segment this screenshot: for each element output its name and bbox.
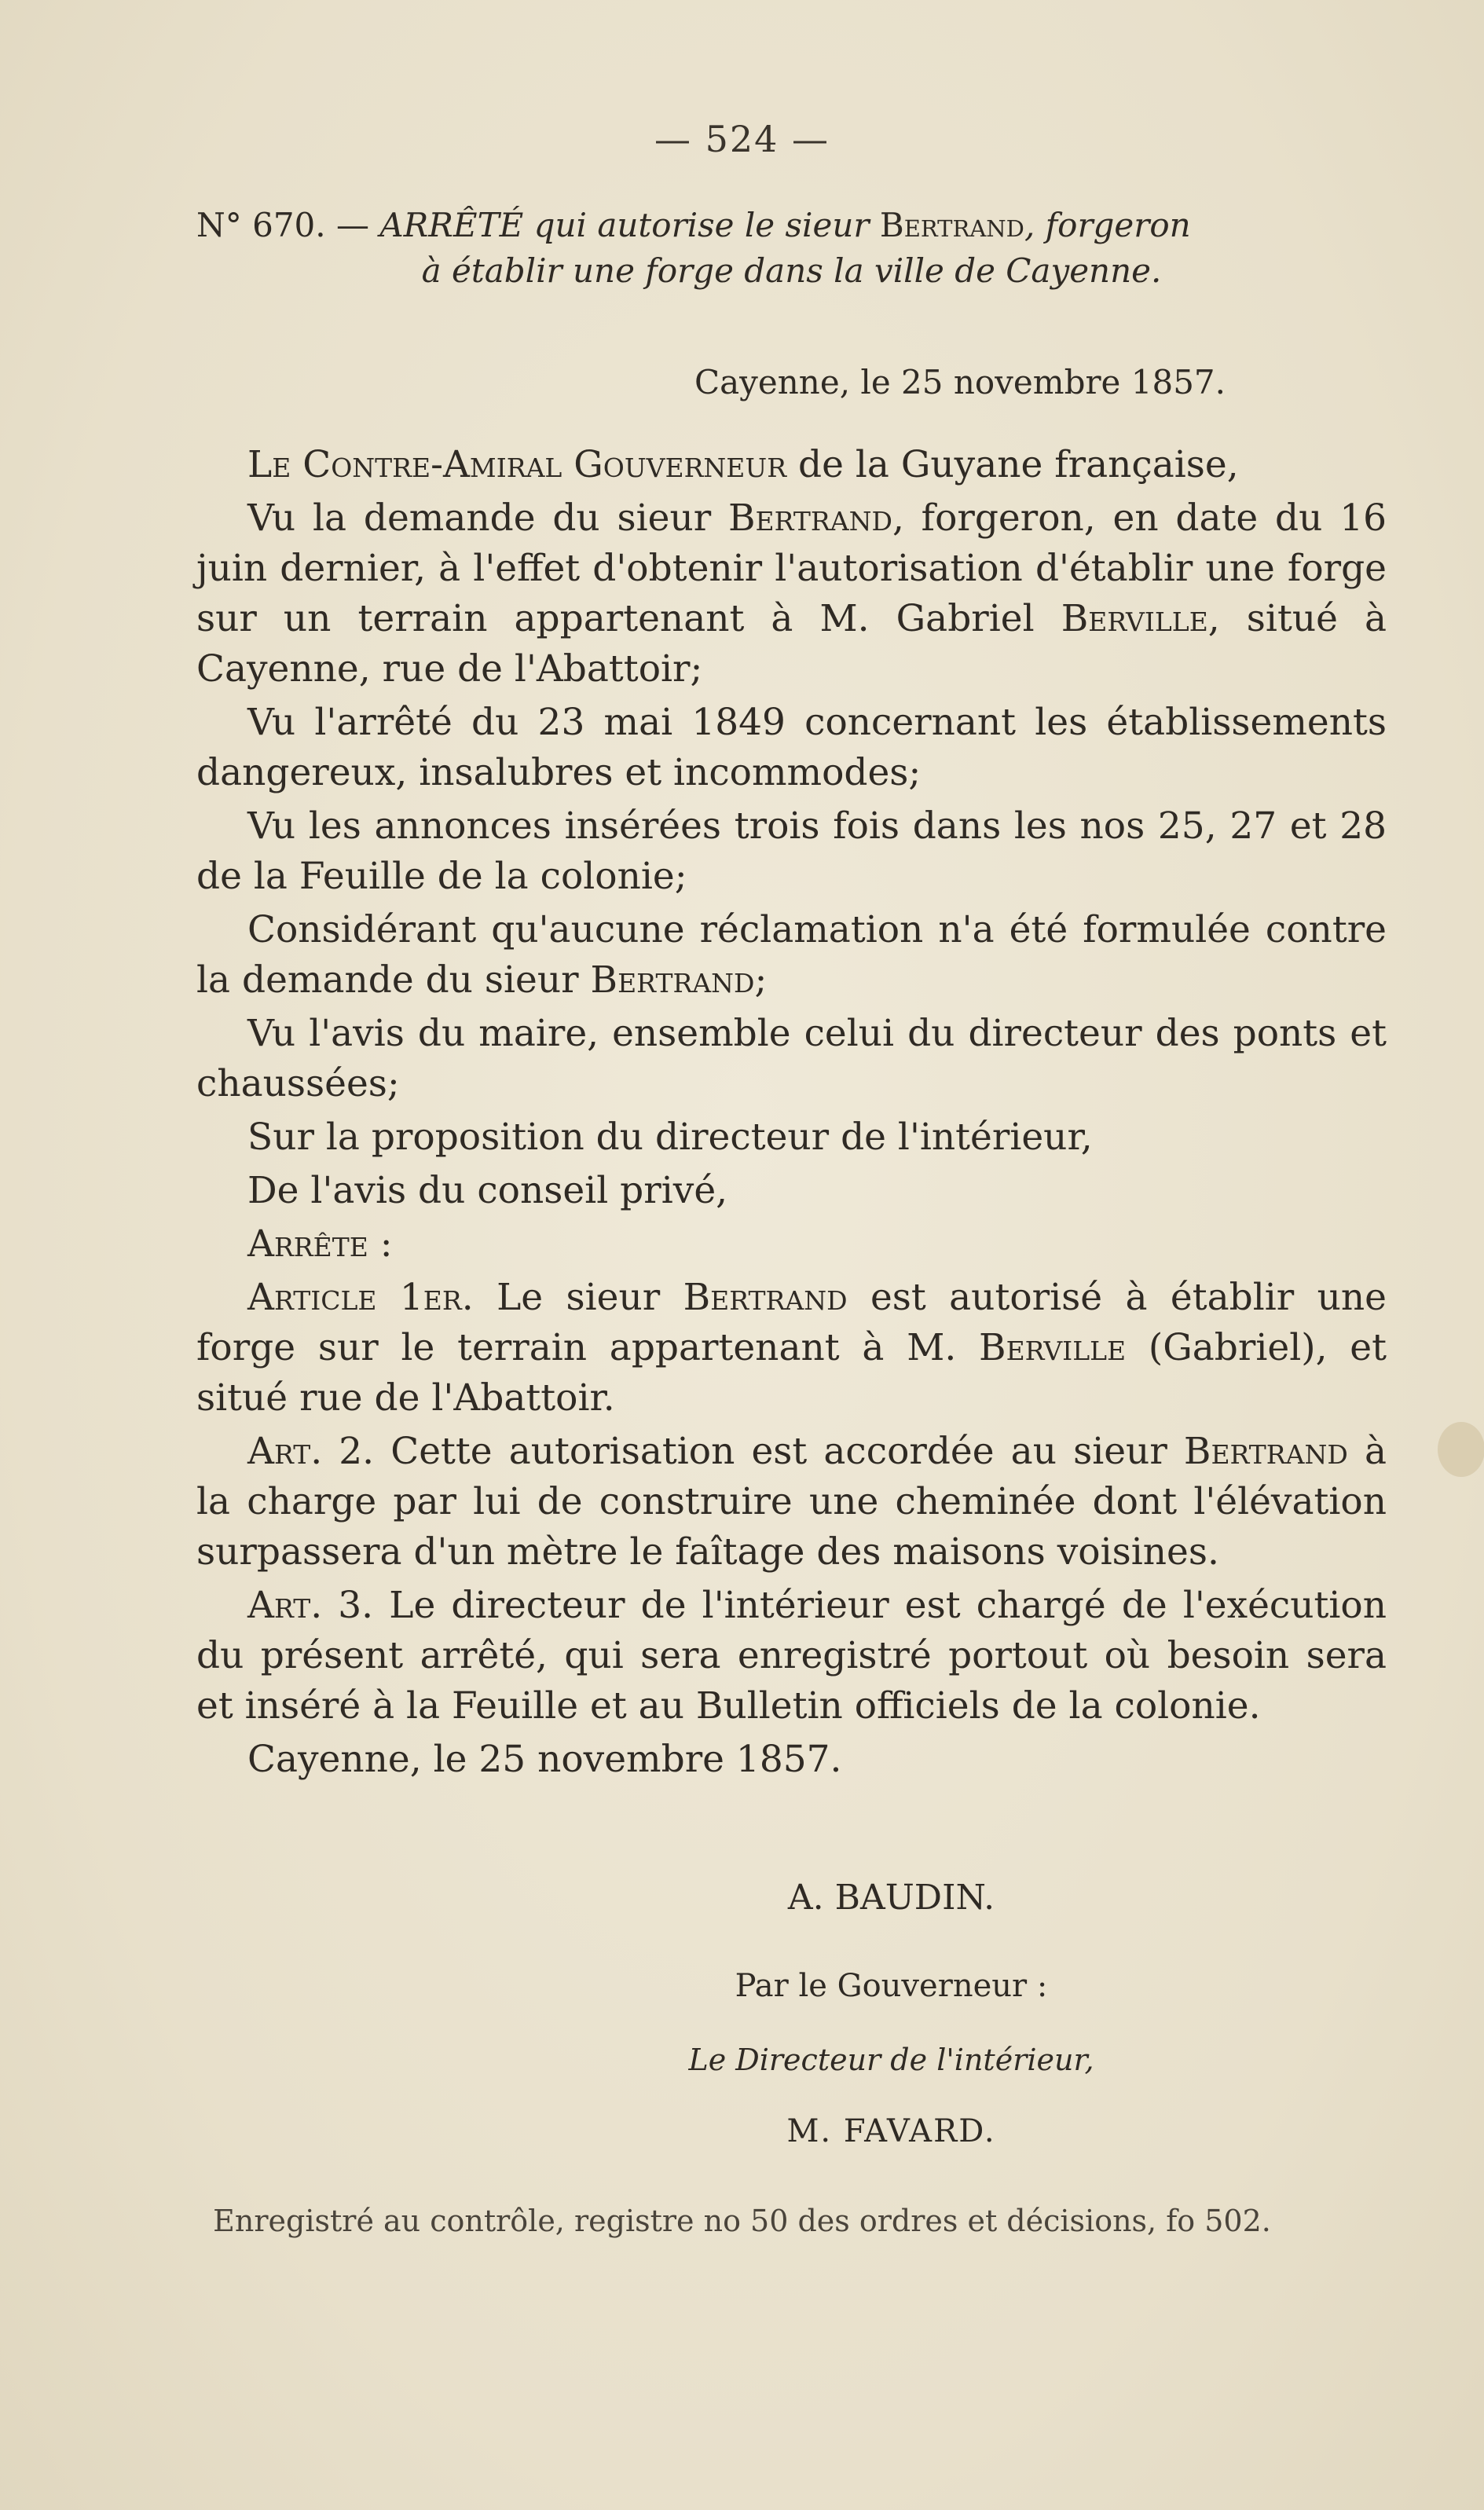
page-folio: — 524 — — [654, 118, 830, 160]
directeur-title: Le Directeur de l'intérieur, — [688, 2043, 1094, 2077]
article-label: Art. 2. — [247, 1430, 375, 1473]
preamble-authority: Le Contre-Amiral Gouverneur — [247, 443, 787, 486]
article-label: Article 1er. — [247, 1276, 474, 1319]
paragraph-text: Vu l'arrêté du 23 mai 1849 concernant les établissements dangereux, insalubres et incommodes; — [196, 701, 1387, 794]
article-label: Art. 3. — [247, 1584, 374, 1627]
decree-title-line2: à établir une forge dans la ville de Cayenne. — [421, 251, 1162, 290]
considerant-paragraph — [196, 801, 1387, 902]
decree-body — [196, 440, 1387, 1788]
considerant-paragraph — [196, 1009, 1387, 1109]
proper-name: Bertrand — [1183, 1430, 1348, 1473]
article-text: (Gabriel), et situé rue de l'Abattoir. — [196, 1326, 1387, 1420]
proper-name: Berville — [979, 1326, 1127, 1369]
article-text: à la charge par lui de construire une cheminée dont l'élévation surpassera d'un mètre le faîtage des maisons voisines. — [196, 1430, 1387, 1574]
decree-title-rest: qui autorise le sieur — [533, 206, 870, 244]
paragraph-text: ; — [754, 958, 768, 1002]
considerant-paragraph — [196, 905, 1387, 1006]
paper-stain — [1438, 1422, 1484, 1477]
paragraph-text: Vu la demande du sieur — [247, 497, 729, 540]
paragraph-text: Vu les annonces insérées trois fois dans les nos 25, 27 et 28 de la Feuille de la colonie; — [196, 804, 1387, 898]
decree-heading — [196, 203, 1387, 294]
proper-name: Bertrand — [590, 958, 755, 1002]
considerant-paragraph — [196, 493, 1387, 694]
signature: A. BAUDIN. — [787, 1878, 995, 1918]
article-paragraph — [196, 1581, 1387, 1731]
articles — [196, 1273, 1387, 1731]
considerant-paragraph — [196, 1112, 1387, 1163]
decree-title: ARRÊTÉ — [379, 206, 524, 244]
paragraph-text: , situé à Cayenne, rue de l'Abattoir; — [196, 597, 1387, 691]
directeur-name: M. FAVARD. — [786, 2113, 996, 2149]
registration-footer: Enregistré au contrôle, registre no 50 des ordres et décisions, fo 502. — [213, 2204, 1271, 2238]
preamble — [196, 440, 1387, 490]
article-text: Cette autorisation est accordée au sieur — [374, 1430, 1184, 1473]
closing-date: Cayenne, le 25 novembre 1857. — [247, 1738, 842, 1781]
preamble-rest: de la Guyane française, — [786, 443, 1239, 486]
decree-number: N° 670. — — [196, 206, 369, 244]
paragraph-text: Sur la proposition du directeur de l'intérieur, — [247, 1116, 1093, 1159]
paragraph-text: Vu l'avis du maire, ensemble celui du directeur des ponts et chaussées; — [196, 1012, 1387, 1105]
article-text: est autorisé à établir une forge sur le terrain appartenant à M. — [196, 1276, 1387, 1369]
considerant-paragraph — [196, 698, 1387, 798]
decree-title-name: Bertrand — [879, 206, 1024, 244]
paragraph-text: , forgeron, en date du 16 juin dernier, à l'effet d'obtenir l'autorisation d'établir une forge sur un terrain appartenant à M. Gabriel — [196, 497, 1387, 640]
proper-name: Bertrand — [728, 497, 892, 540]
par-gouverneur: Par le Gouverneur : — [735, 1968, 1048, 2004]
proper-name: Berville — [1061, 597, 1208, 640]
paragraph-text: De l'avis du conseil privé, — [247, 1169, 728, 1212]
article-text: Le directeur de l'intérieur est chargé de l'exécution du présent arrêté, qui sera enregistré portout où besoin sera et inséré à la Feuille et au Bulletin officiels de la colonie. — [196, 1584, 1387, 1728]
dateline — [0, 363, 1484, 401]
arrete-label — [196, 1219, 1387, 1270]
article-paragraph — [196, 1273, 1387, 1424]
paragraph-text: Considérant qu'aucune réclamation n'a été formulée contre la demande du sieur — [196, 908, 1387, 1002]
decree-title-tail: , forgeron — [1024, 206, 1191, 244]
article-paragraph — [196, 1427, 1387, 1577]
considerant-paragraph — [196, 1166, 1387, 1216]
dateline-text: Cayenne, le 25 novembre 1857. — [694, 363, 1226, 401]
article-text: Le sieur — [473, 1276, 683, 1319]
proper-name: Bertrand — [683, 1276, 848, 1319]
arrete-label-text: Arrête : — [247, 1222, 393, 1266]
considerants — [196, 493, 1387, 1216]
